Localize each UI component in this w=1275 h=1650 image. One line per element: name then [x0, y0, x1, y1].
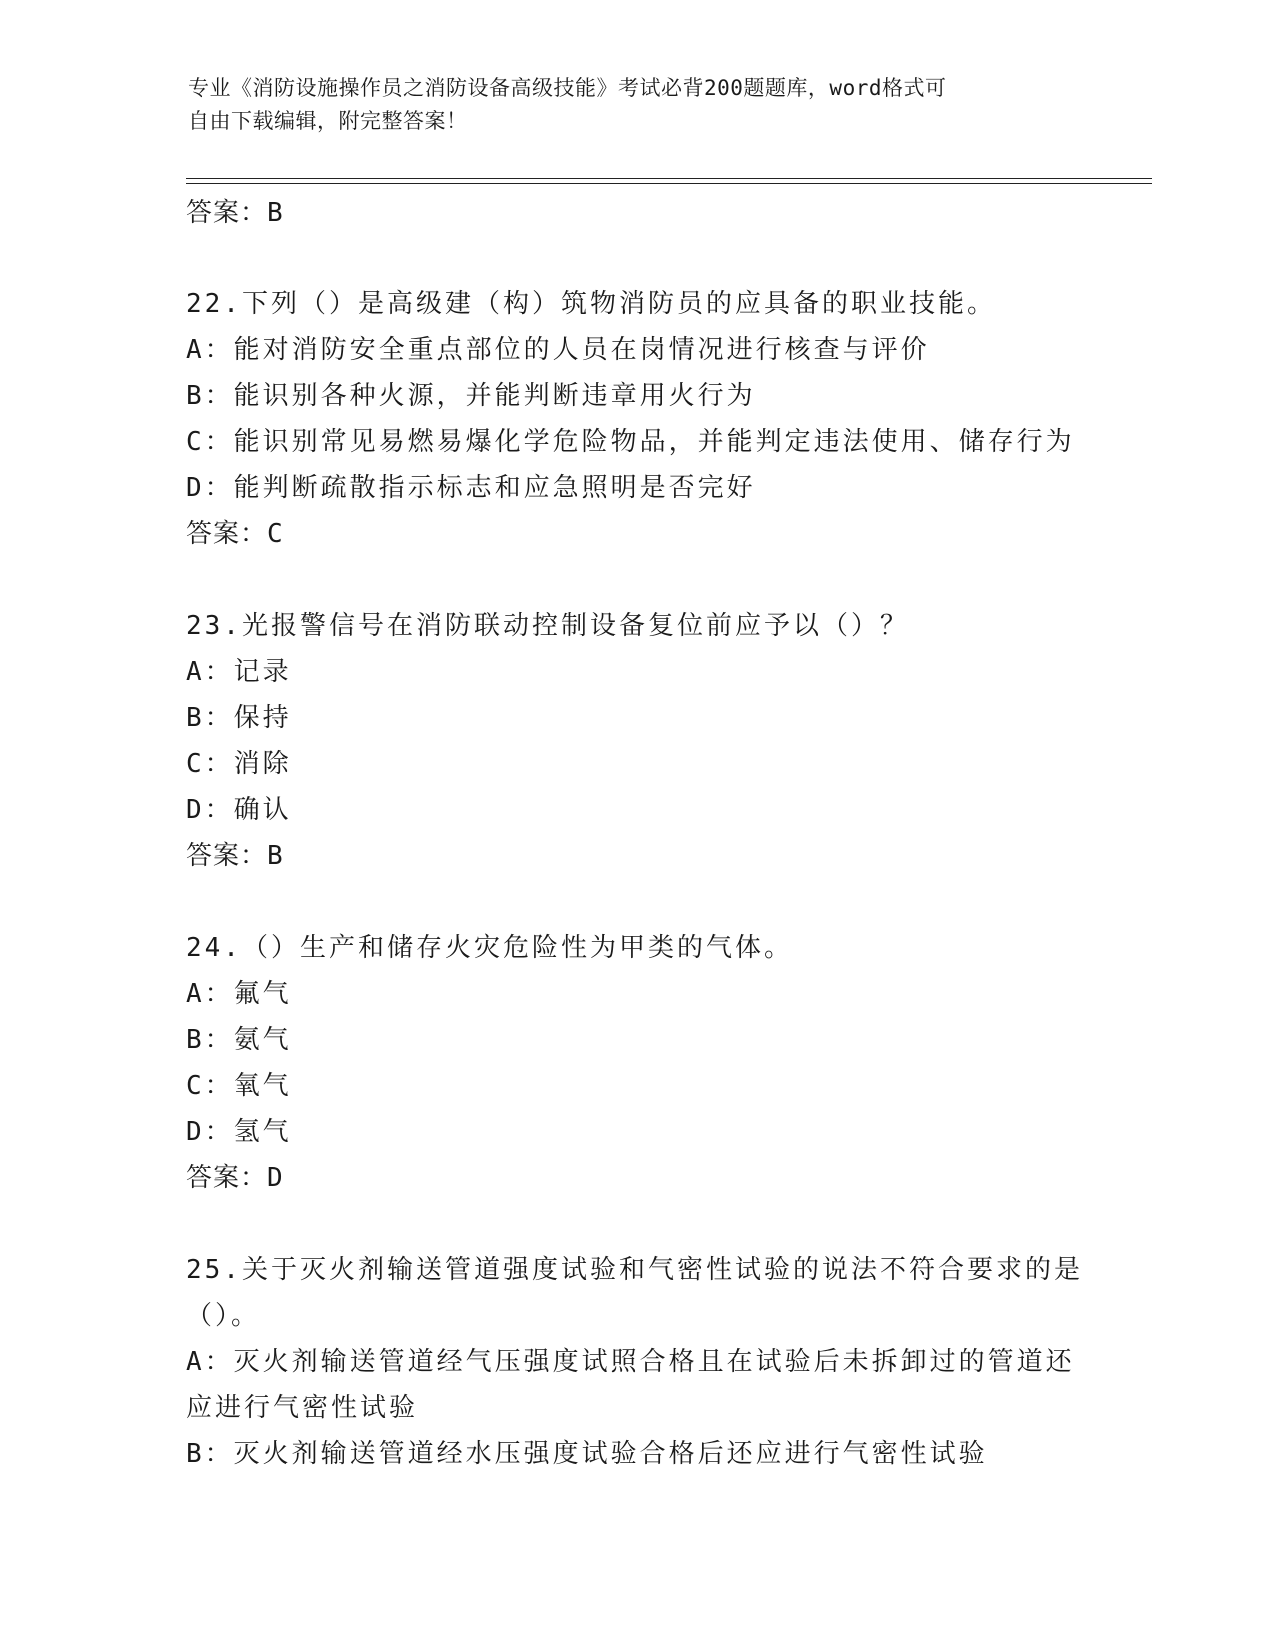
question-23-option-a: A：记录: [186, 657, 292, 687]
question-25-stem-continued: （）。: [186, 1301, 261, 1331]
header-divider-bottom: [186, 183, 1152, 184]
question-24-option-b: B：氨气: [186, 1025, 292, 1055]
answer-21: 答案：B: [186, 198, 284, 228]
answer-23: 答案：B: [186, 841, 284, 871]
question-22-stem: 22.下列（）是高级建（构）筑物消防员的应具备的职业技能。: [186, 289, 996, 319]
question-25-option-b: B：灭火剂输送管道经水压强度试验合格后还应进行气密性试验: [186, 1439, 988, 1469]
question-23-option-c: C：消除: [186, 749, 292, 779]
header-line-2: 自由下载编辑，附完整答案！: [188, 109, 468, 133]
question-22-option-c: C：能识别常见易燃易爆化学危险物品，并能判定违法使用、储存行为: [186, 427, 1075, 457]
question-24-option-a: A：氟气: [186, 979, 292, 1009]
question-23-stem: 23.光报警信号在消防联动控制设备复位前应予以（）？: [186, 611, 909, 641]
answer-22: 答案：C: [186, 519, 284, 549]
question-24-option-d: D：氢气: [186, 1117, 292, 1147]
header-line-1: 专业《消防设施操作员之消防设备高级技能》考试必背200题题库，word格式可: [188, 76, 947, 100]
header-divider-top: [186, 178, 1152, 179]
question-25-option-a-continued: 应进行气密性试验: [186, 1393, 419, 1423]
document-header: [188, 72, 1068, 138]
question-25-option-a: A：灭火剂输送管道经气压强度试照合格且在试验后未拆卸过的管道还: [186, 1347, 1075, 1377]
question-24-option-c: C：氧气: [186, 1071, 292, 1101]
question-23-option-d: D：确认: [186, 795, 292, 825]
question-22-option-b: B：能识别各种火源，并能判断违章用火行为: [186, 381, 756, 411]
question-22-option-d: D：能判断疏散指示标志和应急照明是否完好: [186, 473, 756, 503]
question-22-option-a: A：能对消防安全重点部位的人员在岗情况进行核查与评价: [186, 335, 930, 365]
question-23-option-b: B：保持: [186, 703, 292, 733]
answer-24: 答案：D: [186, 1163, 284, 1193]
question-24-stem: 24.（）生产和储存火灾危险性为甲类的气体。: [186, 933, 793, 963]
question-25-stem: 25.关于灭火剂输送管道强度试验和气密性试验的说法不符合要求的是: [186, 1255, 1083, 1285]
